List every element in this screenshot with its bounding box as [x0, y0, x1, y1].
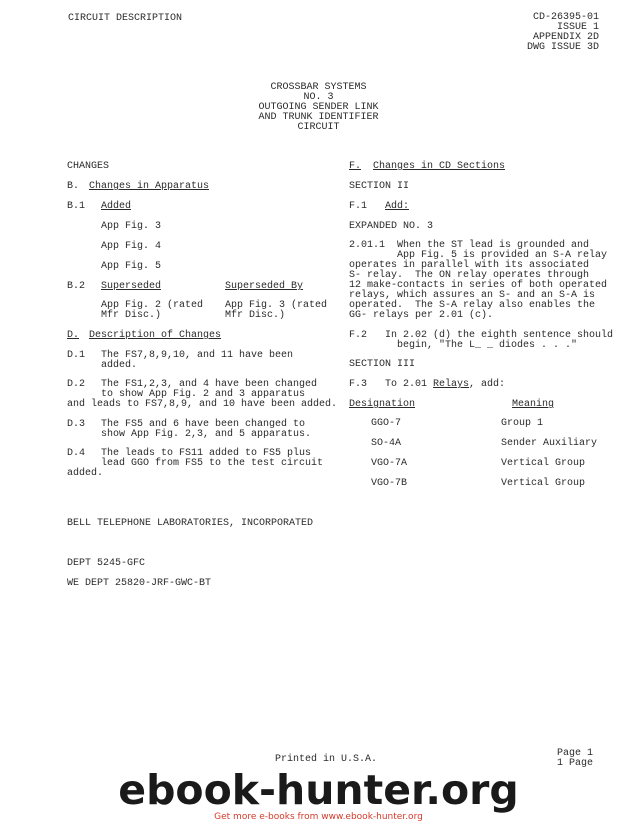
- section-b-heading: Changes in Apparatus: [89, 181, 210, 192]
- d4-number: D.4: [67, 448, 86, 459]
- f3-relays: Relays: [433, 379, 470, 390]
- section-f-number: F.: [349, 161, 362, 172]
- paragraph-line: 12 make-contacts in series of both operated: [349, 280, 608, 291]
- table-cell-meaning: Vertical Group: [501, 458, 586, 469]
- f1-number: F.1: [349, 201, 368, 212]
- issue-number: ISSUE 1: [556, 22, 599, 33]
- d3-line: The FS5 and 6 have been changed to: [101, 419, 306, 430]
- header-right: [527, 13, 599, 53]
- b2-number: B.2: [67, 281, 86, 292]
- title-line: OUTGOING SENDER LINK: [258, 102, 379, 113]
- b2-superseded-by-line1: App Fig. 3 (rated: [225, 300, 328, 311]
- section-f-heading: Changes in CD Sections: [373, 161, 506, 172]
- f2-line: In 2.02 (d) the eighth sentence should: [385, 330, 614, 341]
- f3-text: , add:: [469, 379, 506, 390]
- paragraph-line: S- relay. The ON relay operates through: [349, 270, 590, 281]
- list-item: App Fig. 5: [101, 261, 162, 272]
- title-line: NO. 3: [303, 92, 334, 103]
- table-cell-designation: SO-4A: [371, 438, 402, 449]
- d2-line: to show App Fig. 2 and 3 apparatus: [101, 389, 306, 400]
- f2-line: begin, "The L_ _ diodes . . .": [397, 340, 578, 351]
- d3-number: D.3: [67, 419, 86, 430]
- expanded-heading: EXPANDED NO. 3: [349, 221, 434, 232]
- section-ii-heading: SECTION II: [349, 181, 410, 192]
- paragraph-line: operated. The S-A relay also enables the: [349, 300, 596, 311]
- drawing-issue: DWG ISSUE 3D: [526, 42, 599, 53]
- d4-line: The leads to FS11 added to FS5 plus: [101, 448, 312, 459]
- b2-superseded-by-line2: Mfr Disc.): [225, 310, 286, 321]
- paragraph-line: relays, which assures an S- and an S-A is: [349, 290, 596, 301]
- document-title: [0, 83, 637, 133]
- f1-label: Add:: [385, 201, 410, 212]
- doc-number: CD-26395-01: [532, 12, 599, 23]
- f3-number: F.3: [349, 379, 368, 390]
- b2-superseded-line1: App Fig. 2 (rated: [101, 300, 204, 311]
- section-b-number: B.: [67, 181, 80, 192]
- paragraph-line: GG- relays per 2.01 (c).: [349, 310, 494, 321]
- dept: DEPT 5245-GFC: [67, 558, 146, 569]
- f2-number: F.2: [349, 330, 368, 341]
- page-count: 1 Page: [557, 758, 594, 769]
- watermark-url[interactable]: Get more e-books from www.ebook-hunter.org: [214, 812, 423, 822]
- d1-line: added.: [101, 360, 138, 371]
- title-line: CIRCUIT: [297, 122, 340, 133]
- table-cell-meaning: Vertical Group: [501, 478, 586, 489]
- list-item: App Fig. 3: [101, 221, 162, 232]
- title-line: CROSSBAR SYSTEMS: [270, 82, 367, 93]
- d2-number: D.2: [67, 379, 86, 390]
- section-iii-heading: SECTION III: [349, 359, 416, 370]
- watermark-logo: ebook-hunter.org: [118, 766, 519, 814]
- appendix: APPENDIX 2D: [532, 32, 599, 43]
- printed-in: Printed in U.S.A.: [275, 754, 378, 765]
- paragraph-line: operates in parallel with its associated: [349, 260, 590, 271]
- d4-line: lead GGO from FS5 to the test circuit: [101, 458, 324, 469]
- f3-line: [385, 379, 505, 390]
- we-dept: WE DEPT 25820-JRF-GWC-BT: [67, 578, 212, 589]
- table-cell-meaning: Sender Auxiliary: [501, 438, 598, 449]
- b2-superseded-heading: Superseded: [101, 281, 162, 292]
- section-d-number: D.: [67, 330, 80, 341]
- d2-line: The FS1,2,3, and 4 have been changed: [101, 379, 318, 390]
- table-cell-meaning: Group 1: [501, 418, 544, 429]
- d3-line: show App Fig. 2,3, and 5 apparatus.: [101, 429, 312, 440]
- table-cell-designation: VGO-7B: [371, 478, 408, 489]
- meaning-header: Meaning: [512, 399, 555, 410]
- paragraph-line: 2.01.1 When the ST lead is grounded and: [349, 240, 590, 251]
- d1-number: D.1: [67, 350, 86, 361]
- b1-number: B.1: [67, 201, 86, 212]
- d1-line: The FS7,8,9,10, and 11 have been: [101, 350, 294, 361]
- designation-header: Designation: [349, 399, 416, 410]
- page-number: Page 1: [557, 748, 594, 759]
- d2-line: and leads to FS7,8,9, and 10 have been added.: [67, 399, 338, 410]
- changes-heading: CHANGES: [67, 161, 110, 172]
- b2-superseded-by-heading: Superseded By: [225, 281, 304, 292]
- f3-text: To 2.01: [385, 379, 428, 390]
- title-line: AND TRUNK IDENTIFIER: [258, 112, 379, 123]
- header-left: CIRCUIT DESCRIPTION: [68, 13, 183, 24]
- table-cell-designation: GGO-7: [371, 418, 402, 429]
- company-name: BELL TELEPHONE LABORATORIES, INCORPORATED: [67, 518, 314, 529]
- b1-label: Added: [101, 201, 132, 212]
- paragraph-line: App Fig. 5 is provided an S-A relay: [397, 250, 608, 261]
- section-d-heading: Description of Changes: [89, 330, 222, 341]
- table-cell-designation: VGO-7A: [371, 458, 408, 469]
- d4-line: added.: [67, 468, 104, 479]
- b2-superseded-line2: Mfr Disc.): [101, 310, 162, 321]
- list-item: App Fig. 4: [101, 241, 162, 252]
